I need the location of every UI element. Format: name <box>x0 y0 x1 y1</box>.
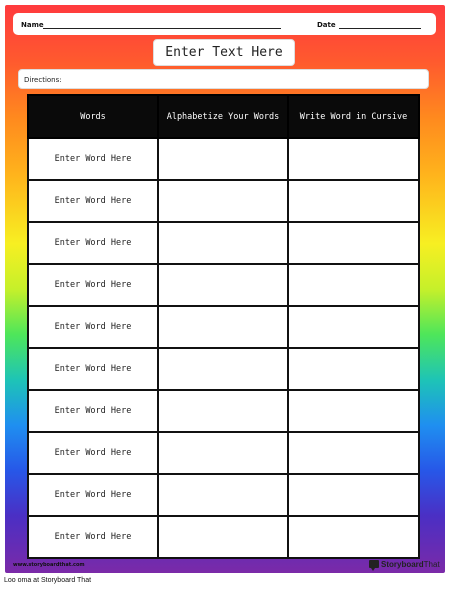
cursive-cell[interactable] <box>288 306 419 348</box>
logo-text: That <box>423 559 440 569</box>
storyboard-logo <box>369 558 440 570</box>
name-label: Name <box>21 21 44 29</box>
date-label: Date <box>317 21 336 29</box>
table-row <box>28 138 419 180</box>
table-row <box>28 180 419 222</box>
directions-box[interactable] <box>18 69 429 89</box>
storyboard-logo-icon <box>369 560 379 568</box>
table-row <box>28 264 419 306</box>
word-table <box>27 94 420 559</box>
cursive-cell[interactable] <box>288 264 419 306</box>
word-cell[interactable]: Enter Word Here <box>28 432 158 474</box>
name-date-bar <box>13 13 436 35</box>
alphabetize-cell[interactable] <box>158 138 288 180</box>
alphabetize-cell[interactable] <box>158 348 288 390</box>
table-row <box>28 390 419 432</box>
word-cell[interactable]: Enter Word Here <box>28 180 158 222</box>
date-line[interactable] <box>339 28 421 29</box>
word-cell[interactable]: Enter Word Here <box>28 348 158 390</box>
cursive-cell[interactable] <box>288 474 419 516</box>
header-alphabetize: Alphabetize Your Words <box>158 95 288 138</box>
word-cell[interactable]: Enter Word Here <box>28 474 158 516</box>
name-line[interactable] <box>43 28 281 29</box>
footer-url: www.storyboardthat.com <box>13 562 85 568</box>
cursive-cell[interactable] <box>288 516 419 558</box>
alphabetize-cell[interactable] <box>158 306 288 348</box>
table-row <box>28 516 419 558</box>
alphabetize-cell[interactable] <box>158 264 288 306</box>
header-cursive: Write Word in Cursive <box>288 95 419 138</box>
alphabetize-cell[interactable] <box>158 432 288 474</box>
worksheet-page <box>5 5 445 573</box>
cursive-cell[interactable] <box>288 138 419 180</box>
alphabetize-cell[interactable] <box>158 516 288 558</box>
cursive-cell[interactable] <box>288 432 419 474</box>
word-cell[interactable]: Enter Word Here <box>28 306 158 348</box>
alphabetize-cell[interactable] <box>158 222 288 264</box>
alphabetize-cell[interactable] <box>158 474 288 516</box>
word-cell[interactable]: Enter Word Here <box>28 138 158 180</box>
alphabetize-cell[interactable] <box>158 180 288 222</box>
logo-text-bold: Storyboard <box>381 559 424 569</box>
cursive-cell[interactable] <box>288 348 419 390</box>
word-cell[interactable]: Enter Word Here <box>28 390 158 432</box>
table-row <box>28 474 419 516</box>
word-cell[interactable]: Enter Word Here <box>28 222 158 264</box>
cursive-cell[interactable] <box>288 222 419 264</box>
directions-label: Directions: <box>24 76 62 84</box>
word-cell[interactable]: Enter Word Here <box>28 516 158 558</box>
caption-text: Loo oma at Storyboard That <box>4 577 92 584</box>
cursive-cell[interactable] <box>288 390 419 432</box>
cursive-cell[interactable] <box>288 180 419 222</box>
table-row <box>28 306 419 348</box>
header-words: Words <box>28 95 158 138</box>
table-header-row <box>28 95 419 138</box>
alphabetize-cell[interactable] <box>158 390 288 432</box>
table-row <box>28 222 419 264</box>
word-cell[interactable]: Enter Word Here <box>28 264 158 306</box>
table-row <box>28 432 419 474</box>
table-row <box>28 348 419 390</box>
worksheet-title[interactable]: Enter Text Here <box>153 39 295 66</box>
